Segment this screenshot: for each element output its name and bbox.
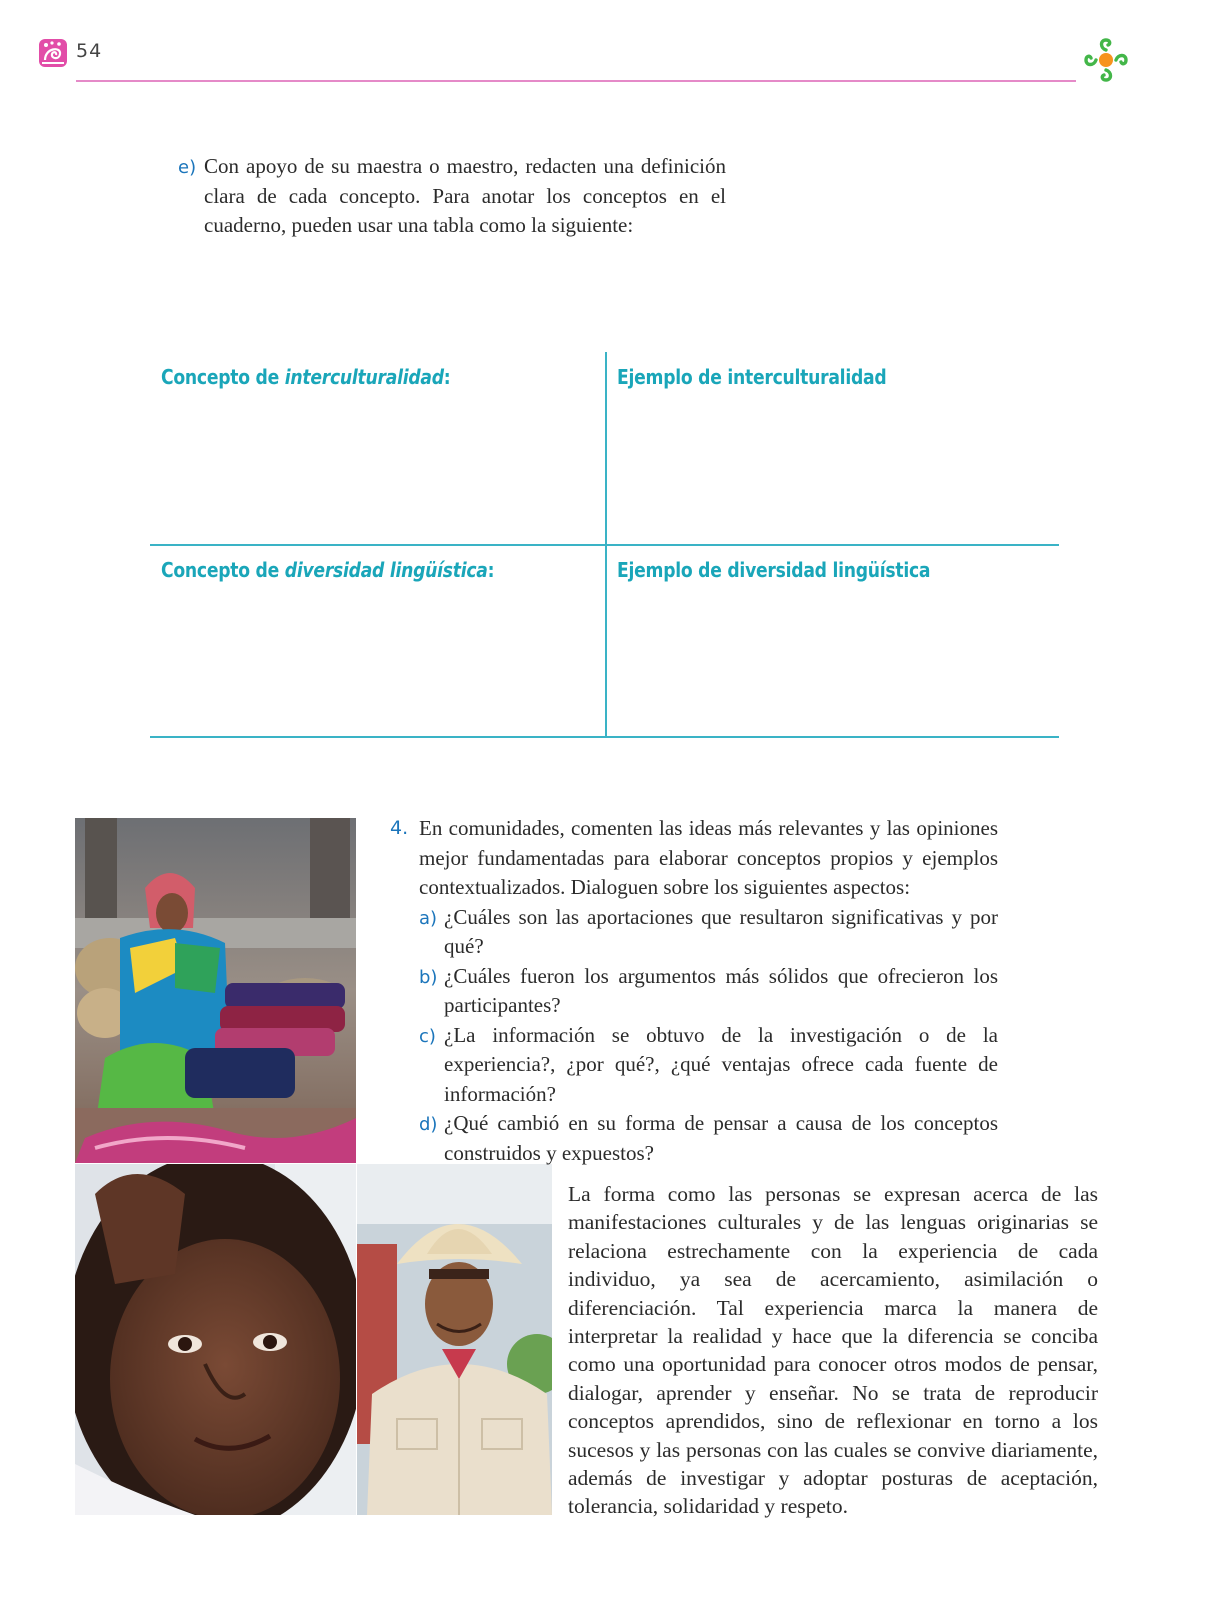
photo-smiling-girl (75, 1164, 356, 1515)
item-text: ¿Qué cambió en su forma de pensar a causa de los conceptos construidos y expuestos? (444, 1111, 998, 1165)
photo-man-with-hat (357, 1164, 552, 1515)
cell-term: interculturalidad (284, 365, 444, 389)
item-marker: c) (419, 1025, 436, 1047)
aztec-glyph-icon (38, 38, 68, 68)
question-intro: En comunidades, comenten las ideas más relevantes y las opiniones mejor fundamentadas para elaborar conceptos propios y ejemplos contextualizados. Dialoguen sobre los siguientes aspectos: (419, 816, 998, 899)
item-marker: b) (419, 966, 438, 988)
body-paragraph: La forma como las personas se expresan acerca de las manifestaciones culturales y de las lenguas originarias se relaciona estrechamente con la experiencia de cada individuo, ya sea de acercamiento, asimilación o diferenciación. Tal experiencia marca la manera de interpretar la realidad y hace que la diferencia se conciba como una oportunidad para conocer otros modos de pensar, dialogar, aprender y enseñar. No se trata de reproducir conceptos aprendidos, sino de reflexionar en torno a los sucesos y las personas con las cuales se convive diariamente, además de investigar y adoptar posturas de aceptación, tolerancia, solidaridad y respeto. (568, 1182, 1098, 1519)
instruction-text: Con apoyo de su maestra o maestro, redacten una definición clara de cada concepto. Para anotar los conceptos en el cuaderno, pueden usar una tabla como la siguiente: (204, 154, 726, 237)
photo-market-vendor (75, 818, 356, 1163)
flower-swirl-icon (1080, 34, 1132, 86)
cell-prefix: Concepto de (161, 365, 285, 389)
question-item-a (390, 903, 998, 962)
question-item-b (390, 962, 998, 1021)
item-text: ¿Cuáles son las aportaciones que resultaron significativas y por qué? (444, 904, 998, 958)
table-cell-example-interculturality: Ejemplo de interculturalidad (617, 365, 887, 389)
item-marker: d) (419, 1114, 438, 1135)
instruction-e (178, 152, 726, 241)
table-bottom-line (150, 736, 1059, 738)
question-item-c (390, 1021, 998, 1110)
cell-suffix: : (487, 558, 495, 582)
table-cell-concept-interculturality (161, 365, 450, 389)
question-4 (390, 814, 998, 1168)
table-cell-example-linguistic-diversity: Ejemplo de diversidad lingüística (617, 558, 931, 582)
item-text: ¿La información se obtuvo de la investigación o de la experiencia?, ¿por qué?, ¿qué ventajas ofrece cada fuente de información? (444, 1022, 998, 1106)
question-item-d (390, 1109, 998, 1168)
item-marker: a) (419, 907, 438, 929)
page-number: 54 (76, 40, 103, 62)
table-horizontal-line (150, 544, 1059, 546)
cell-suffix: : (443, 365, 451, 389)
header-rule (76, 80, 1076, 82)
cell-term: diversidad lingüística (284, 558, 488, 582)
item-text: ¿Cuáles fueron los argumentos más sólidos que ofrecieron los participantes? (444, 963, 998, 1017)
question-marker: 4. (390, 817, 409, 839)
table-cell-concept-linguistic-diversity (161, 558, 494, 582)
item-marker: e) (178, 157, 197, 178)
cell-prefix: Concepto de (161, 558, 285, 582)
